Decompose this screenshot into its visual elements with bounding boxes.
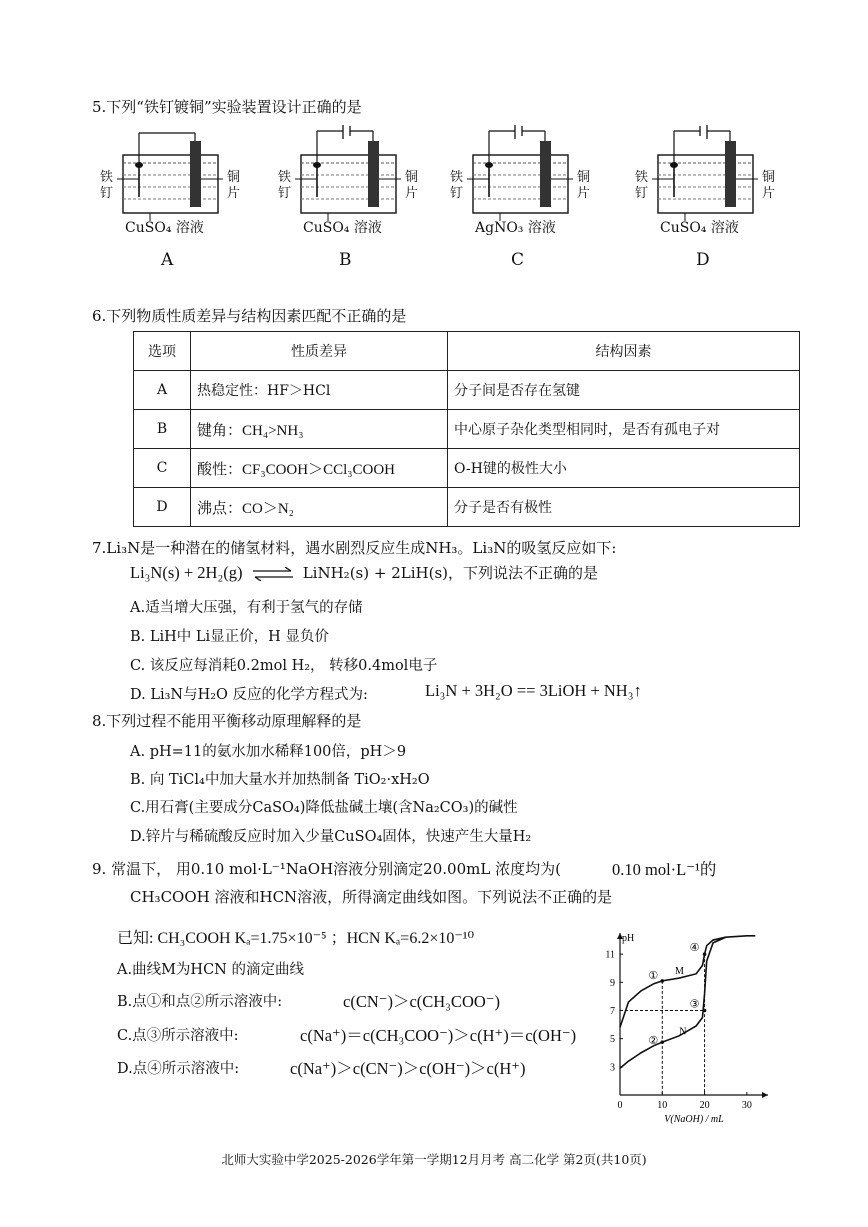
table-cell: 热稳定性：HF＞HCl	[191, 371, 448, 410]
table-cell: A	[134, 371, 191, 410]
x-tick-label: 30	[741, 1100, 752, 1111]
q7-option-a: A.适当增大压强，有利于氢气的存储	[130, 600, 363, 616]
option-letter: C	[511, 250, 525, 270]
x-axis-arrow-icon	[762, 1092, 768, 1098]
point-label: ③	[689, 997, 700, 1011]
q6-stem: 6.下列物质性质差异与结构因素匹配不正确的是	[92, 307, 407, 325]
option-letter: D	[696, 250, 710, 270]
series-label: M	[674, 965, 684, 977]
q7-stem: 7.Li₃N是一种潜在的储氢材料，遇水剧烈反应生成NH₃。Li₃N的吸氢反应如下:	[92, 539, 617, 557]
y-tick-label: 9	[610, 977, 615, 989]
q9-option-d-formula: c(Na⁺)＞c(CN⁻)＞c(OH⁻)＞c(H⁺)	[290, 1059, 526, 1078]
q9-option-b-formula: c(CN⁻)＞c(CH₃COO⁻)	[343, 992, 500, 1011]
equation-left: Li₃N(s) + 2H₂(g)	[130, 563, 243, 582]
q8-option-a: A. pH=11的氨水加水稀释100倍，pH＞9	[130, 744, 407, 760]
solution-label: AgNO₃ 溶液	[475, 220, 556, 236]
q9-known: 已知: CH₃COOH Kₐ=1.75×10⁻⁵ ；HCN Kₐ=6.2×10⁻¹⁰	[117, 930, 475, 947]
y-tick-label: 3	[610, 1062, 615, 1074]
header-cell: 选项	[134, 332, 191, 371]
table-cell: C	[134, 449, 191, 488]
header-cell: 性质差异	[191, 332, 448, 371]
q5-stem: 5.下列“铁钉镀铜”实验装置设计正确的是	[92, 98, 362, 116]
q8-option-d: D.锌片与稀硫酸反应时加入少量CuSO₄固体，快速产生大量H₂	[130, 829, 532, 845]
x-axis-label: V(NaOH) / mL	[664, 1114, 724, 1125]
option-letter: B	[339, 250, 352, 270]
table-row	[134, 410, 800, 449]
table-cell: 键角：CH₄>NH₃	[191, 410, 448, 449]
table-row	[134, 488, 800, 527]
table-cell: 酸性：CF₃COOH＞CCl₃COOH	[191, 449, 448, 488]
y-tick-label: 5	[610, 1034, 615, 1046]
q7-option-c: C. 该反应每消耗0.2mol H₂， 转移0.4mol电子	[130, 658, 438, 674]
table-header-row	[134, 332, 800, 371]
q8-stem: 8.下列过程不能用平衡移动原理解释的是	[92, 712, 362, 730]
copper-sheet-label: 铜 片	[405, 170, 419, 201]
y-tick-label: 7	[610, 1005, 615, 1017]
point-label: ①	[648, 968, 659, 982]
iron-nail-label: 铁 钉	[450, 170, 464, 201]
q8-option-b: B. 向 TiCl₄中加大量水并加热制备 TiO₂·xH₂O	[130, 772, 430, 788]
table-row	[134, 449, 800, 488]
iron-nail-label: 铁 钉	[278, 170, 292, 201]
point-label: ②	[648, 1034, 659, 1048]
q9-option-c: C.点③所示溶液中:	[117, 1028, 239, 1044]
q9-option-c-formula: c(Na⁺)＝c(CH₃COO⁻)＞c(H⁺)＝c(OH⁻)	[300, 1026, 577, 1045]
data-point	[660, 1040, 664, 1044]
y-tick-label: 11	[605, 949, 615, 961]
q9-option-a: A.曲线M为HCN 的滴定曲线	[117, 962, 304, 978]
q7-equation	[130, 562, 598, 583]
y-axis-label: pH	[622, 933, 635, 944]
x-tick-label: 0	[617, 1100, 623, 1111]
q9-option-b: B.点①和点②所示溶液中:	[117, 994, 283, 1010]
x-tick-label: 20	[699, 1100, 710, 1111]
iron-nail-label: 铁 钉	[635, 170, 649, 201]
table-cell: 分子间是否存在氢键	[448, 371, 800, 410]
titration-chart	[590, 925, 775, 1130]
option-letter: A	[161, 250, 174, 270]
solution-label: CuSO₄ 溶液	[660, 220, 739, 236]
solution-label: CuSO₄ 溶液	[125, 220, 204, 236]
copper-sheet-label: 铜 片	[227, 170, 241, 201]
table-cell: O-H键的极性大小	[448, 449, 800, 488]
q6-table	[133, 331, 800, 527]
table-cell: 中心原子杂化类型相同时，是否有孤电子对	[448, 410, 800, 449]
header-cell: 结构因素	[448, 332, 800, 371]
q8-option-c: C.用石膏(主要成分CaSO₄)降低盐碱土壤(含Na₂CO₃)的碱性	[130, 800, 518, 816]
copper-sheet-label: 铜 片	[577, 170, 591, 201]
table-cell: 分子是否有极性	[448, 488, 800, 527]
table-cell: D	[134, 488, 191, 527]
data-point	[703, 1009, 707, 1013]
x-tick-label: 10	[657, 1100, 668, 1111]
point-label: ④	[689, 941, 700, 955]
table-cell: B	[134, 410, 191, 449]
table-cell: 沸点：CO＞N₂	[191, 488, 448, 527]
series-line-M	[620, 936, 755, 1028]
q9-option-d: D.点④所示溶液中:	[117, 1061, 240, 1077]
equation-right: LiNH₂(s) + 2LiH(s)，下列说法不正确的是	[302, 564, 598, 582]
iron-nail-label: 铁 钉	[100, 170, 114, 201]
q9-stem-line1: 9. 常温下， 用0.10 mol·L⁻¹NaOH溶液分别滴定20.00mL 浓度均为(	[92, 860, 561, 878]
q7-option-d: D. Li₃N与H₂O 反应的化学方程式为:	[130, 687, 368, 703]
data-point	[703, 952, 707, 956]
q7-option-b: B. LiH中 Li显正价，H 显负价	[130, 629, 329, 645]
data-point	[660, 979, 664, 983]
q9-stem-concentration: 0.10 mol·L⁻¹的	[612, 860, 717, 879]
table-row	[134, 371, 800, 410]
copper-sheet-label: 铜 片	[762, 170, 776, 201]
series-label: N	[679, 1026, 687, 1038]
solution-label: CuSO₄ 溶液	[303, 220, 382, 236]
q7-option-d-equation: Li₃N + 3H₂O == 3LiOH + NH₃↑	[425, 681, 642, 700]
equilibrium-arrow-icon	[251, 567, 295, 581]
q9-stem-line2: CH₃COOH 溶液和HCN溶液，所得滴定曲线如图。下列说法不正确的是	[130, 888, 613, 906]
page-footer: 北师大实验中学2025-2026学年第一学期12月月考 高二化学 第2页(共10页)	[221, 1152, 647, 1167]
series-line-N	[620, 937, 726, 1068]
